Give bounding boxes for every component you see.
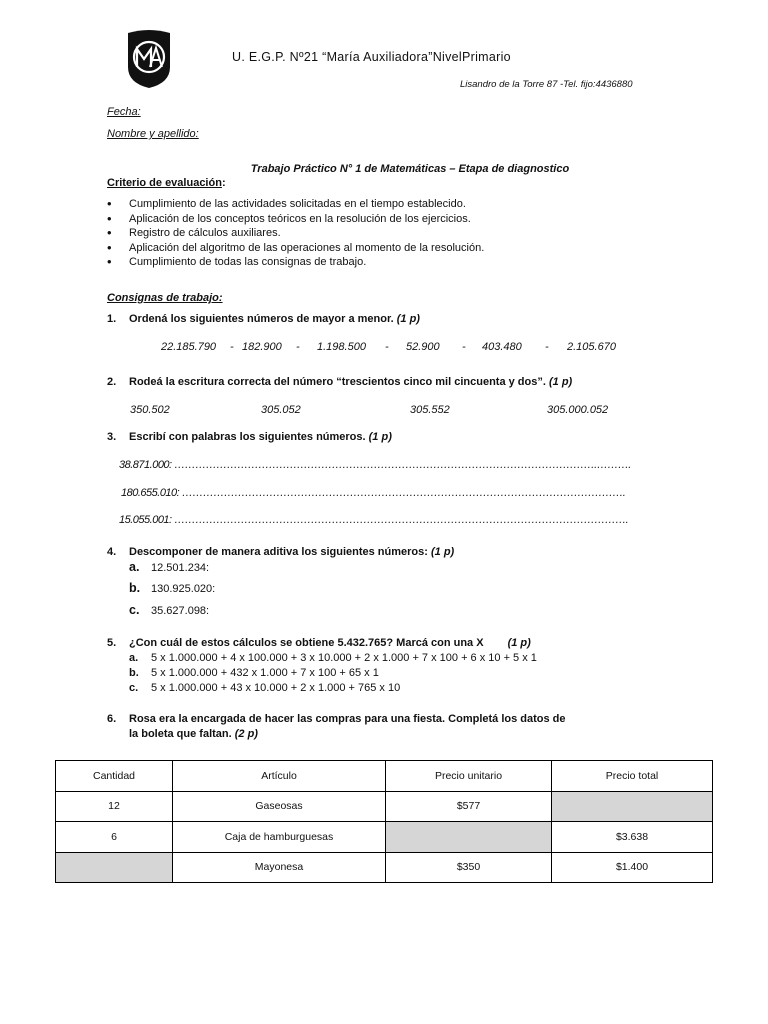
q1-number: 1.198.500	[317, 341, 366, 353]
q1-number: 2.105.670	[567, 341, 616, 353]
table-row	[56, 822, 713, 853]
q1-separator: -	[385, 341, 389, 353]
q2-option[interactable]: 305.000.052	[547, 404, 609, 416]
cell-articulo: Gaseosas	[173, 791, 386, 822]
q1-separator: -	[296, 341, 300, 353]
q2-option[interactable]: 305.552	[410, 404, 450, 416]
q5-option[interactable]: c. 5 x 1.000.000 + 43 x 10.000 + 2 x 1.000 + 765 x 10	[129, 682, 401, 694]
table-header-row	[56, 761, 713, 792]
blank-answer-cell[interactable]	[56, 852, 173, 883]
q3-answer-line[interactable]: 38.871.000: ………………………………………………………………………………………………………….……….	[119, 459, 631, 471]
cell-precio-unitario: $350	[386, 852, 552, 883]
q5-option[interactable]: b. 5 x 1.000.000 + 432 x 1.000 + 7 x 100 + 65 x 1	[129, 667, 379, 679]
q4-item[interactable]: a. 12.501.234:	[129, 560, 210, 574]
criteria-heading: Criterio de evaluación:	[107, 177, 226, 189]
q3-answer-line[interactable]: 15.055.001: ………………………………………………………………………………………………………………….	[119, 514, 629, 526]
question-6: 6. Rosa era la encargada de hacer las compras para una fiesta. Completá los datos de	[107, 713, 566, 725]
q2-option[interactable]: 305.052	[261, 404, 301, 416]
criteria-item: • Aplicación del algoritmo de las operaciones al momento de la resolución.	[107, 241, 484, 256]
criteria-item: • Cumplimiento de las actividades solicitadas en el tiempo establecido.	[107, 197, 484, 212]
header-articulo: Artículo	[173, 761, 386, 792]
q1-separator: -	[462, 341, 466, 353]
header-cantidad: Cantidad	[56, 761, 173, 792]
q1-number: 403.480	[482, 341, 522, 353]
cell-cantidad: 6	[56, 822, 173, 853]
header-precio-total: Precio total	[552, 761, 713, 792]
q4-item[interactable]: b. 130.925.020:	[129, 581, 216, 595]
q1-separator: -	[230, 341, 234, 353]
q1-number: 52.900	[406, 341, 440, 353]
q1-number: 22.185.790	[161, 341, 217, 353]
q4-item[interactable]: c. 35.627.098:	[129, 603, 210, 617]
school-address: Lisandro de la Torre 87 -Tel. fijo:4436880	[460, 79, 633, 90]
cell-precio-unitario: $577	[386, 791, 552, 822]
cell-articulo: Caja de hamburguesas	[173, 822, 386, 853]
name-label: Nombre y apellido:	[107, 128, 199, 140]
question-6-cont: la boleta que faltan. (2 p)	[129, 728, 258, 740]
question-2: 2. Rodeá la escritura correcta del número “trescientos cinco mil cincuenta y dos”. (1 p)	[107, 376, 573, 388]
question-4: 4. Descomponer de manera aditiva los siguientes números: (1 p)	[107, 546, 455, 558]
invoice-table	[55, 760, 713, 883]
q3-answer-line[interactable]: 180.655.010: ……………………………………………………………………………………………………………….	[121, 487, 626, 499]
criteria-item: • Registro de cálculos auxiliares.	[107, 226, 484, 241]
cell-cantidad: 12	[56, 791, 173, 822]
blank-answer-cell[interactable]	[552, 791, 713, 822]
header-precio-unitario: Precio unitario	[386, 761, 552, 792]
consignas-heading: Consignas de trabajo:	[107, 292, 223, 304]
question-1: 1. Ordená los siguientes números de mayor a menor. (1 p)	[107, 313, 420, 325]
school-name: U. E.G.P. Nº21 “María Auxiliadora”NivelPrimario	[232, 50, 511, 64]
q2-option[interactable]: 350.502	[130, 404, 170, 416]
criteria-item: • Aplicación de los conceptos teóricos en la resolución de los ejercicios.	[107, 212, 484, 227]
date-label: Fecha:	[107, 106, 141, 118]
q1-number: 182.900	[242, 341, 282, 353]
school-logo	[126, 27, 172, 89]
cell-precio-total: $1.400	[552, 852, 713, 883]
table-row	[56, 791, 713, 822]
criteria-list	[107, 197, 484, 270]
q5-option[interactable]: a. 5 x 1.000.000 + 4 x 100.000 + 3 x 10.000 + 2 x 1.000 + 7 x 100 + 6 x 10 + 5 x 1	[129, 652, 537, 664]
cell-articulo: Mayonesa	[173, 852, 386, 883]
blank-answer-cell[interactable]	[386, 822, 552, 853]
page-title: Trabajo Práctico N° 1 de Matemáticas – Etapa de diagnostico	[250, 163, 570, 175]
question-5: 5. ¿Con cuál de estos cálculos se obtiene 5.432.765? Marcá con una X (1 p)	[107, 637, 531, 649]
criteria-item: • Cumplimiento de todas las consignas de trabajo.	[107, 255, 484, 270]
q1-separator: -	[545, 341, 549, 353]
table-row	[56, 852, 713, 883]
question-3: 3. Escribí con palabras los siguientes números. (1 p)	[107, 431, 392, 443]
cell-precio-total: $3.638	[552, 822, 713, 853]
